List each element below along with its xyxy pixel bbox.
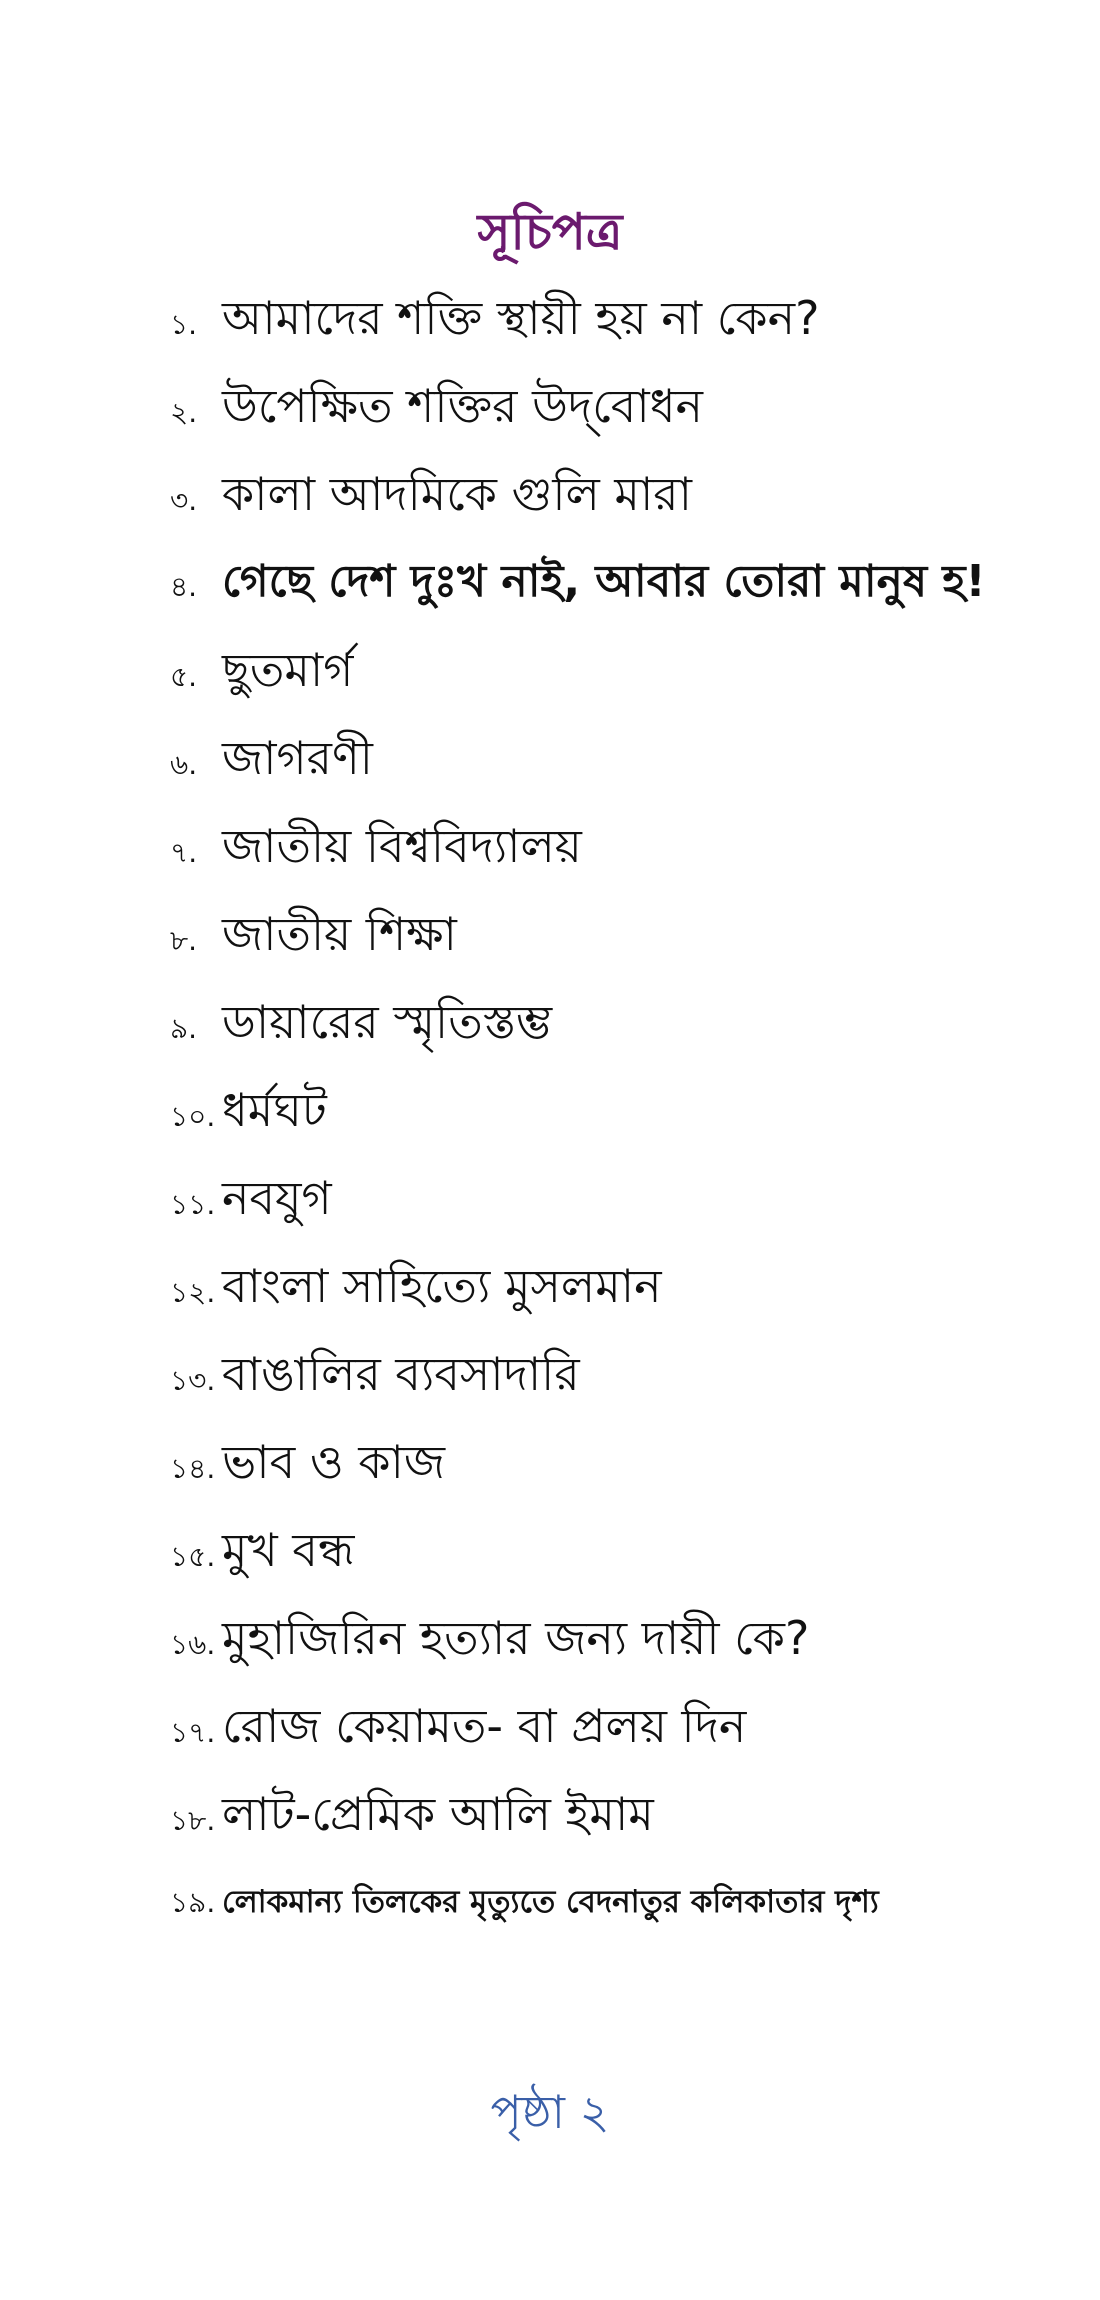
- toc-item-title: আমাদের শক্তি স্থায়ী হয় না কেন?: [222, 291, 820, 345]
- toc-item-title: নবযুগ: [222, 1171, 332, 1225]
- toc-item-title: উপেক্ষিত শক্তির উদ্‌বোধন: [222, 379, 703, 433]
- toc-item-title: ধর্মঘট: [222, 1083, 327, 1137]
- toc-item-number: ৮.: [170, 924, 198, 957]
- toc-item-number: ৫.: [170, 660, 198, 693]
- toc-item: [170, 726, 1070, 814]
- toc-item: [170, 286, 1070, 374]
- toc-item: [170, 1254, 1070, 1342]
- toc-item-number: ১০.: [170, 1100, 216, 1133]
- toc-item-title: বাঙালির ব্যবসাদারি: [222, 1347, 580, 1401]
- toc-item: [170, 1078, 1070, 1166]
- toc-item: [170, 1782, 1070, 1870]
- toc-item-title: কালা আদমিকে গুলি মারা: [222, 467, 692, 521]
- toc-item-title: লাট-প্রেমিক আলি ইমাম: [222, 1787, 654, 1841]
- toc-item-title: ডায়ারের স্মৃতিস্তম্ভ: [222, 995, 553, 1049]
- toc-item-title: মুখ বন্ধ: [222, 1523, 355, 1577]
- page-number: পৃষ্ঠা ২: [490, 2085, 610, 2139]
- page-title: সূচিপত্র: [477, 203, 623, 261]
- toc-item-title: রোজ কেয়ামত- বা প্রলয় দিন: [222, 1699, 747, 1753]
- toc-item-title: জাগরণী: [222, 731, 373, 785]
- toc-item-number: ৩.: [170, 484, 198, 517]
- toc-item: [170, 1342, 1070, 1430]
- toc-item-number: ১৪.: [170, 1452, 216, 1485]
- toc-item-number: ১৫.: [170, 1540, 216, 1573]
- toc-item-title: জাতীয় শিক্ষা: [222, 907, 457, 961]
- toc-item-number: ১৩.: [170, 1364, 216, 1397]
- toc-item-title: লোকমান্য তিলকের মৃত্যুতে বেদনাতুর কলিকাতার দৃশ্য: [222, 1884, 879, 1920]
- toc-item-number: ১৭.: [170, 1716, 216, 1749]
- toc-item: [170, 374, 1070, 462]
- toc-item-title: ছুতমার্গ: [222, 643, 354, 697]
- toc-item: [170, 990, 1070, 1078]
- toc-item-number: ১২.: [170, 1276, 216, 1309]
- toc-item: [170, 462, 1070, 550]
- toc-item-number: ১৬.: [170, 1628, 216, 1661]
- toc-item: [170, 1166, 1070, 1254]
- toc-item: [170, 1606, 1070, 1694]
- toc-item: [170, 550, 1070, 638]
- toc-item-number: ১৯.: [170, 1886, 216, 1919]
- toc-item-number: ৬.: [170, 748, 198, 781]
- toc-item-title: বাংলা সাহিত্যে মুসলমান: [222, 1259, 662, 1313]
- toc-item-number: ৭.: [170, 836, 198, 869]
- toc-item-number: ১.: [170, 308, 198, 341]
- toc-item-title: জাতীয় বিশ্ববিদ্যালয়: [222, 819, 582, 873]
- toc-item: [170, 1518, 1070, 1606]
- toc-item: [170, 902, 1070, 990]
- toc-item-number: ১৮.: [170, 1804, 216, 1837]
- toc-item-number: ১১.: [170, 1188, 216, 1221]
- toc-item-title: গেছে দেশ দুঃখ নাই, আবার তোরা মানুষ হ!: [222, 556, 986, 607]
- toc-item: [170, 638, 1070, 726]
- toc-item-number: ২.: [170, 396, 198, 429]
- toc-item: [170, 1694, 1070, 1782]
- toc-item-title: ভাব ও কাজ: [222, 1435, 445, 1489]
- table-of-contents: [170, 286, 1070, 1958]
- toc-item-number: ৯.: [170, 1012, 198, 1045]
- toc-item-title: মুহাজিরিন হত্যার জন্য দায়ী কে?: [222, 1611, 810, 1665]
- toc-item: [170, 1870, 1070, 1958]
- toc-item: [170, 814, 1070, 902]
- toc-item-number: ৪.: [170, 570, 198, 603]
- toc-item: [170, 1430, 1070, 1518]
